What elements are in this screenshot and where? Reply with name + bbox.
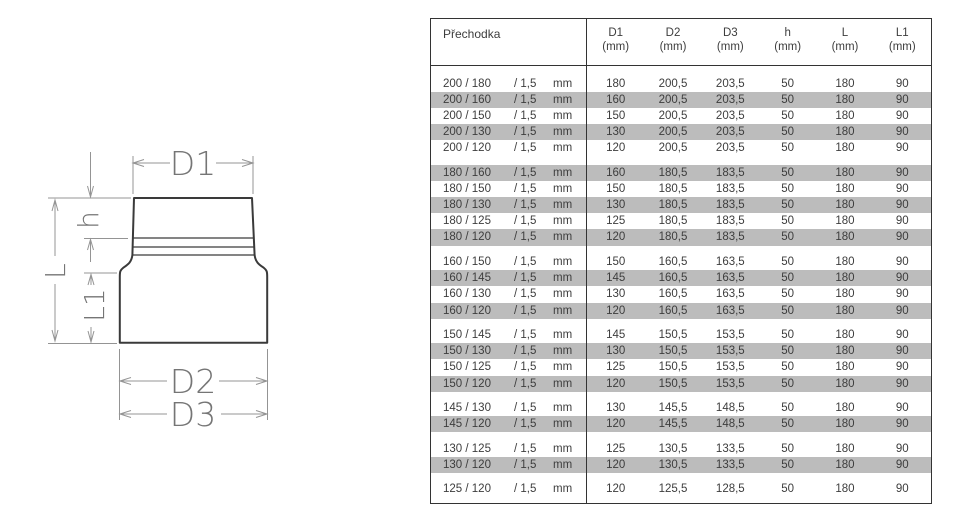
table-row [431,400,931,416]
cell-thickness: / 1,5 [514,288,537,301]
cell-value: 180 [835,77,855,90]
cell-value: 120 [606,231,626,244]
cell-unit: mm [553,458,573,471]
cell-designation [431,286,587,302]
cell-unit: mm [553,288,573,301]
cell-unit: mm [553,166,573,179]
cell-designation [431,197,587,213]
cell-value: 180,5 [658,166,688,179]
cell-value: 160 [606,93,626,106]
cell-value: 180 [835,418,855,431]
cell-thickness: / 1,5 [514,345,537,358]
cell-size: 145 / 130 [443,402,491,415]
cell-value: 125 [606,442,626,455]
cell-value: 50 [781,361,795,374]
dim-label-l: L [39,263,72,279]
reducer-outline [120,198,267,343]
cell-size: 200 / 150 [443,109,491,122]
cell-value: 148,5 [715,418,745,431]
cell-value: 130,5 [658,458,688,471]
cell-value: 203,5 [715,142,745,155]
cell-value: 180 [835,109,855,122]
dim-label-d3: D3 [169,395,217,434]
cell-size: 200 / 180 [443,77,491,90]
cell-value: 90 [895,215,909,228]
table-body [431,66,931,498]
cell-value: 130 [606,199,626,212]
cell-value: 180 [835,126,855,139]
column-header-d3: D3 (mm) [716,27,744,53]
cell-designation [431,92,587,108]
table-row [431,270,931,286]
table-row [431,303,931,319]
cell-size: 160 / 145 [443,272,491,285]
cell-value: 203,5 [715,109,745,122]
cell-unit: mm [553,402,573,415]
cell-unit: mm [553,77,573,90]
cell-thickness: / 1,5 [514,255,537,268]
cell-value: 90 [895,182,909,195]
cell-value: 180 [835,199,855,212]
cell-thickness: / 1,5 [514,402,537,415]
cell-designation [431,441,587,457]
cell-thickness: / 1,5 [514,418,537,431]
cell-value: 90 [895,329,909,342]
cell-value: 163,5 [715,255,745,268]
cell-value: 180 [835,166,855,179]
cell-size: 180 / 125 [443,215,491,228]
cell-value: 180 [835,377,855,390]
cell-value: 50 [781,329,795,342]
cell-unit: mm [553,199,573,212]
cell-value: 180 [835,215,855,228]
table-row [431,108,931,124]
cell-value: 133,5 [715,458,745,471]
cell-value: 133,5 [715,442,745,455]
cell-value: 180 [835,182,855,195]
cell-designation [431,457,587,473]
cell-value: 120 [606,142,626,155]
cell-value: 50 [781,288,795,301]
cell-thickness: / 1,5 [514,304,537,317]
cell-value: 200,5 [658,142,688,155]
cell-value: 153,5 [715,329,745,342]
cell-size: 130 / 125 [443,442,491,455]
cell-unit: mm [553,442,573,455]
cell-value: 130 [606,402,626,415]
cell-value: 50 [781,126,795,139]
cell-value: 120 [606,377,626,390]
table-row [431,92,931,108]
spec-table [430,18,932,504]
table-row [431,286,931,302]
cell-value: 180,5 [658,199,688,212]
cell-thickness: / 1,5 [514,483,537,496]
cell-value: 183,5 [715,215,745,228]
cell-value: 50 [781,272,795,285]
cell-value: 153,5 [715,345,745,358]
cell-value: 150,5 [658,377,688,390]
cell-value: 183,5 [715,182,745,195]
cell-value: 183,5 [715,166,745,179]
cell-value: 160,5 [658,272,688,285]
cell-unit: mm [553,142,573,155]
cell-value: 130 [606,345,626,358]
cell-value: 125,5 [658,483,688,496]
cell-size: 150 / 120 [443,377,491,390]
cell-size: 130 / 120 [443,458,491,471]
cell-value: 50 [781,345,795,358]
cell-value: 50 [781,182,795,195]
table-row [431,254,931,270]
dimension-lines [48,152,268,420]
cell-unit: mm [553,231,573,244]
cell-value: 180 [835,272,855,285]
cell-value: 90 [895,166,909,179]
dim-label-l1: L1 [78,288,111,322]
cell-value: 180 [835,483,855,496]
cell-value: 120 [606,304,626,317]
cell-unit: mm [553,182,573,195]
table-row [431,124,931,140]
cell-value: 90 [895,377,909,390]
cell-value: 148,5 [715,402,745,415]
cell-size: 160 / 120 [443,304,491,317]
cell-value: 180 [835,329,855,342]
column-header-l: L (mm) [831,27,859,53]
cell-value: 90 [895,483,909,496]
cell-value: 160,5 [658,304,688,317]
cell-value: 50 [781,255,795,268]
table-row [431,359,931,375]
cell-value: 90 [895,231,909,244]
cell-value: 160,5 [658,255,688,268]
cell-value: 130 [606,126,626,139]
cell-thickness: / 1,5 [514,199,537,212]
cell-value: 50 [781,215,795,228]
cell-value: 145,5 [658,402,688,415]
cell-size: 160 / 130 [443,288,491,301]
table-row [431,457,931,473]
column-divider-line [586,19,588,503]
cell-value: 180 [835,288,855,301]
table-row [431,481,931,497]
table-row [431,376,931,392]
column-header-h: h (mm) [774,27,802,53]
cell-value: 90 [895,77,909,90]
cell-value: 90 [895,142,909,155]
product-column-header: Přechodka [443,27,501,41]
cell-value: 200,5 [658,77,688,90]
cell-value: 50 [781,199,795,212]
cell-size: 200 / 120 [443,142,491,155]
cell-thickness: / 1,5 [514,329,537,342]
cell-value: 150 [606,255,626,268]
cell-designation [431,327,587,343]
cell-value: 90 [895,126,909,139]
cell-value: 50 [781,142,795,155]
cell-thickness: / 1,5 [514,231,537,244]
cell-designation [431,270,587,286]
cell-value: 90 [895,361,909,374]
cell-value: 90 [895,345,909,358]
cell-value: 150,5 [658,345,688,358]
cell-unit: mm [553,304,573,317]
cell-thickness: / 1,5 [514,458,537,471]
cell-value: 50 [781,402,795,415]
cell-value: 50 [781,442,795,455]
cell-unit: mm [553,329,573,342]
cell-value: 180 [835,93,855,106]
cell-value: 150,5 [658,329,688,342]
cell-value: 50 [781,483,795,496]
cell-value: 183,5 [715,231,745,244]
value-column-headers [587,19,931,65]
cell-designation [431,124,587,140]
cell-size: 200 / 160 [443,93,491,106]
table-row [431,213,931,229]
cell-value: 130 [606,288,626,301]
dim-label-d1: D1 [169,144,217,183]
cell-value: 180 [835,255,855,268]
cell-value: 145 [606,272,626,285]
cell-size: 180 / 160 [443,166,491,179]
cell-value: 90 [895,402,909,415]
group-spacer [431,156,931,164]
cell-size: 150 / 125 [443,361,491,374]
cell-thickness: / 1,5 [514,142,537,155]
cell-designation [431,76,587,92]
cell-value: 180,5 [658,215,688,228]
cell-value: 153,5 [715,361,745,374]
cell-designation [431,343,587,359]
cell-size: 180 / 130 [443,199,491,212]
group-spacer [431,432,931,440]
cell-thickness: / 1,5 [514,77,537,90]
cell-value: 200,5 [658,109,688,122]
group-spacer [431,319,931,327]
cell-value: 150 [606,182,626,195]
table-header [431,19,931,66]
cell-value: 203,5 [715,126,745,139]
group-spacer [431,473,931,481]
cell-value: 180 [835,345,855,358]
cell-designation [431,229,587,245]
cell-value: 125 [606,215,626,228]
cell-size: 125 / 120 [443,483,491,496]
cell-value: 203,5 [715,77,745,90]
cell-value: 50 [781,77,795,90]
dim-label-h: h [72,211,105,229]
cell-value: 90 [895,418,909,431]
cell-designation [431,303,587,319]
technical-drawing [0,0,420,523]
table-row [431,229,931,245]
cell-designation [431,213,587,229]
cell-value: 145,5 [658,418,688,431]
table-row [431,165,931,181]
cell-designation [431,165,587,181]
cell-value: 180 [835,231,855,244]
cell-value: 120 [606,483,626,496]
cell-value: 180 [606,77,626,90]
cell-designation [431,376,587,392]
cell-value: 163,5 [715,288,745,301]
cell-value: 125 [606,361,626,374]
cell-unit: mm [553,93,573,106]
cell-value: 50 [781,93,795,106]
cell-value: 90 [895,255,909,268]
cell-unit: mm [553,255,573,268]
cell-designation [431,254,587,270]
cell-thickness: / 1,5 [514,361,537,374]
cell-value: 90 [895,288,909,301]
cell-value: 153,5 [715,377,745,390]
cell-value: 180 [835,458,855,471]
cell-size: 180 / 120 [443,231,491,244]
cell-value: 50 [781,418,795,431]
cell-value: 90 [895,304,909,317]
cell-value: 160 [606,166,626,179]
cell-value: 180 [835,361,855,374]
cell-unit: mm [553,483,573,496]
cell-value: 50 [781,458,795,471]
cell-value: 180 [835,442,855,455]
cell-value: 150 [606,109,626,122]
table-row [431,441,931,457]
cell-size: 160 / 150 [443,255,491,268]
cell-value: 128,5 [715,483,745,496]
cell-thickness: / 1,5 [514,166,537,179]
cell-thickness: / 1,5 [514,109,537,122]
cell-designation [431,359,587,375]
cell-value: 50 [781,377,795,390]
cell-value: 90 [895,442,909,455]
cell-value: 130,5 [658,442,688,455]
cell-value: 90 [895,199,909,212]
cell-unit: mm [553,109,573,122]
cell-unit: mm [553,377,573,390]
cell-size: 145 / 120 [443,418,491,431]
column-header-d1: D1 (mm) [602,27,630,53]
cell-value: 120 [606,418,626,431]
cell-designation [431,481,587,497]
cell-value: 160,5 [658,288,688,301]
cell-thickness: / 1,5 [514,442,537,455]
cell-value: 50 [781,166,795,179]
cell-designation [431,416,587,432]
table-row [431,76,931,92]
cell-unit: mm [553,272,573,285]
cell-value: 200,5 [658,93,688,106]
cell-unit: mm [553,215,573,228]
cell-value: 90 [895,109,909,122]
cell-value: 180 [835,142,855,155]
cell-value: 163,5 [715,304,745,317]
column-header-l1: L1 (mm) [888,27,916,53]
cell-thickness: / 1,5 [514,215,537,228]
cell-value: 163,5 [715,272,745,285]
cell-designation [431,400,587,416]
group-spacer [431,246,931,254]
group-spacer [431,392,931,400]
cell-value: 180 [835,402,855,415]
cell-unit: mm [553,345,573,358]
cell-designation [431,140,587,156]
cell-thickness: / 1,5 [514,272,537,285]
cell-value: 50 [781,109,795,122]
column-header-d2: D2 (mm) [659,27,687,53]
table-row [431,416,931,432]
cell-unit: mm [553,126,573,139]
cell-value: 50 [781,231,795,244]
cell-size: 150 / 130 [443,345,491,358]
cell-value: 145 [606,329,626,342]
cell-unit: mm [553,418,573,431]
cell-value: 90 [895,458,909,471]
table-row [431,181,931,197]
cell-value: 50 [781,304,795,317]
table-row [431,327,931,343]
dim-label-d2: D2 [169,362,217,401]
cell-designation [431,181,587,197]
cell-designation [431,108,587,124]
cell-value: 120 [606,458,626,471]
cell-size: 180 / 150 [443,182,491,195]
cell-value: 150,5 [658,361,688,374]
cell-size: 150 / 145 [443,329,491,342]
cell-value: 180,5 [658,182,688,195]
table-row [431,140,931,156]
cell-thickness: / 1,5 [514,377,537,390]
cell-value: 180,5 [658,231,688,244]
cell-size: 200 / 130 [443,126,491,139]
cell-value: 180 [835,304,855,317]
cell-value: 90 [895,272,909,285]
cell-value: 200,5 [658,126,688,139]
cell-value: 90 [895,93,909,106]
cell-value: 183,5 [715,199,745,212]
table-row [431,343,931,359]
cell-unit: mm [553,361,573,374]
table-row [431,197,931,213]
cell-thickness: / 1,5 [514,126,537,139]
cell-thickness: / 1,5 [514,93,537,106]
cell-value: 203,5 [715,93,745,106]
cell-thickness: / 1,5 [514,182,537,195]
